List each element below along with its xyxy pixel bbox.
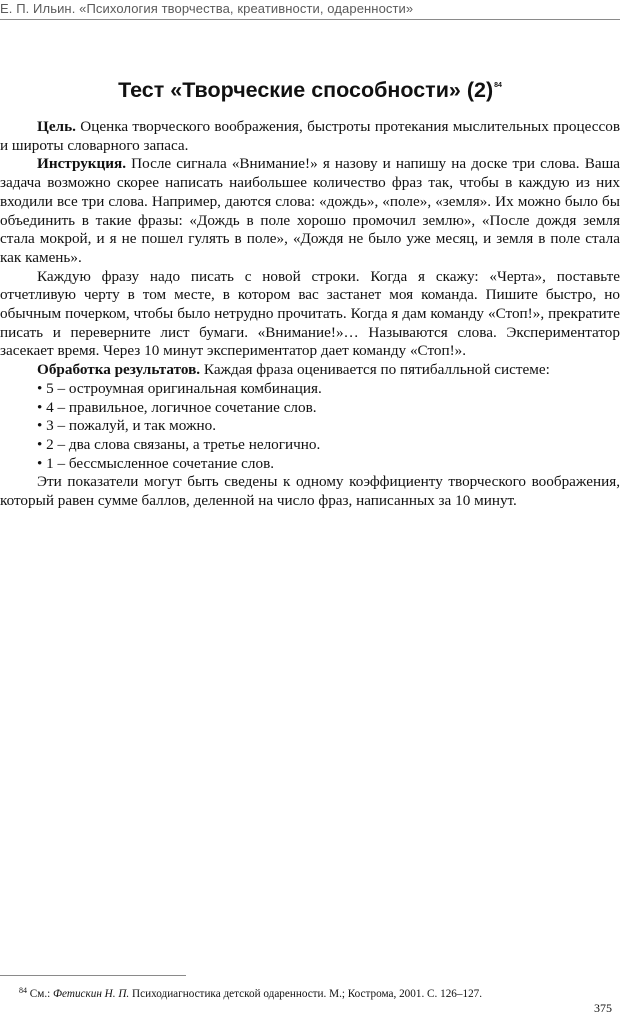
footnote-number: 84 [19,986,27,995]
score-item-5: • 5 – остроумная оригинальная комбинация. [37,379,322,397]
footnote-author: Фетискин Н. П. [53,988,130,1000]
running-header: Е. П. Ильин. «Психология творчества, креативности, одаренности» [0,1,414,16]
title-text: Тест «Творческие способности» (2) [118,78,494,102]
footnote-divider [0,975,186,976]
goal-text: Оценка творческого воображения, быстроты протекания мыслительных процессов и широты словарного запаса. [0,118,620,154]
page-title [0,76,620,104]
score-item-3: • 3 – пожалуй, и так можно. [37,417,217,435]
instruction-continued-paragraph: Каждую фразу надо писать с новой строки. Когда я скажу: «Черта», поставьте отчетливую черту в том месте, в котором вас застанет моя команда. Пишите быстро, но обычным почерком, чтобы было нетрудно прочитать. Когда я дам команду «Стоп!», прекратите писать и переверните лист бумаги. «Внимание!»… Называются слова. Экспериментатор засекает время. Через 10 минут экспериментатор дает команду «Стоп!». [0,267,620,360]
processing-text: Каждая фраза оценивается по пятибалльной системе: [200,361,550,379]
conclusion-paragraph: Эти показатели могут быть сведены к одному коэффициенту творческого воображения, который равен сумме баллов, деленной на число фраз, написанных за 10 минут. [0,473,620,510]
goal-label: Цель. [37,118,76,135]
score-item-1: • 1 – бессмысленное сочетание слов. [37,454,275,472]
processing-paragraph [0,361,620,380]
score-item-4: • 4 – правильное, логичное сочетание слов. [37,398,317,416]
footnote-prefix: См.: [27,988,54,1000]
page-number: 375 [594,1001,612,1015]
header-divider [0,19,620,20]
title-footnote-mark: 84 [494,82,502,89]
goal-paragraph [0,118,620,155]
instruction-text: После сигнала «Внимание!» я назову и напишу на доске три слова. Ваша задача возможно скорее написать наибольшее количество фраз так, чтобы в каждую из них входили все три слова. Например, даются слова: «дождь», «поле», «земля». Их можно было бы объединить в такие фразы: «Дождь в поле хорошо промочил землю», «После дождя земля стала мокрой, и я не пошел гулять в поле», «Дождя не было уже месяц, и земля в поле стала как камень». [0,155,620,266]
footnote [19,987,482,1001]
score-item-2: • 2 – два слова связаны, а третье нелогично. [37,435,321,453]
footnote-text: Психодиагностика детской одаренности. М.; Кострома, 2001. С. 126–127. [129,988,483,1000]
instruction-paragraph [0,155,620,267]
processing-label: Обработка результатов. [37,361,201,379]
instruction-label: Инструкция. [37,155,127,173]
article-body [0,118,620,511]
